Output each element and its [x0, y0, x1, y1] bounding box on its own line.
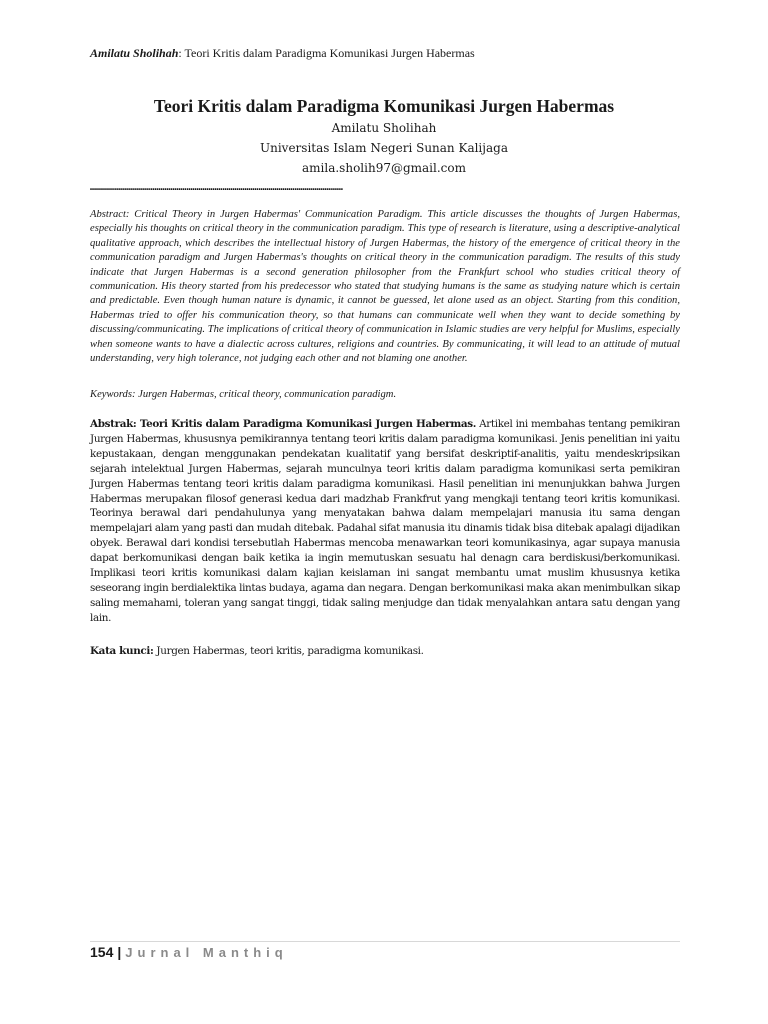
running-header — [90, 46, 690, 60]
header-title: : Teori Kritis dalam Paradigma Komunikasi Jurgen Habermas — [178, 46, 475, 60]
article-author: Amilatu Sholihah — [331, 121, 437, 135]
abstract-indonesian-lead: Abstrak: Teori Kritis dalam Paradigma Komunikasi Jurgen Habermas. — [90, 418, 477, 430]
header-author: Amilatu Sholihah — [90, 46, 179, 60]
keywords-indonesian-body: Jurgen Habermas, teori kritis, paradigma komunikasi. — [153, 645, 424, 657]
article-title: Teori Kritis dalam Paradigma Komunikasi Jurgen Habermas — [153, 96, 615, 116]
page-number: 154 — [90, 944, 114, 960]
article-email: amila.sholih97@gmail.com — [302, 161, 466, 175]
page-footer — [90, 942, 680, 963]
article-affiliation: Universitas Islam Negeri Sunan Kalijaga — [260, 141, 508, 155]
dotted-divider: ……………………………………………………………………………………………………………… — [90, 182, 343, 193]
keywords-english: Keywords: Jurgen Habermas, critical theory, communication paradigm. — [90, 389, 397, 400]
abstract-english: Abstract: Critical Theory in Jurgen Habermas' Communication Paradigm. This article discusses the thoughts of Jurgen Habermas, especially his thoughts on critical theory in the communication paradigm. This type of research is literature, using a descriptive-analytical qualitative approach, which describes the intellectual history of Jurgen Habermas, the history of the emergence of critical theory in the communication paradigm and Jurgen Habermas's thoughts on critical theory in the communication paradigm. The results of this study indicate that Jurgen Habermas is a second generation philosopher from the Frankfurt school who studies critical theory of communication. His theory started from his predecessor who stated that studying humans is the same as studying nature which is certain and predictable. Even though human nature is dynamic, it cannot be guessed, let alone used as an object. Starting from this condition, Habermas tried to offer his communication theory, so that humans can communicate well when they want to decide something by discussing/communicating. The implications of critical theory of communication in Islamic studies are very helpful for Muslims, especially when someone wants to have a dialectic across cultures, religions and countries. By communicating, it will lead to an attitude of mutual understanding, very high tolerance, not judging each other and not blaming one another. — [90, 209, 680, 365]
abstract-indonesian-body: Artikel ini membahas tentang pemikiran Jurgen Habermas, khususnya pemikirannya tentang teori kritis dalam paradigma komunikasi. Jenis penelitian ini yaitu kepustakaan, dengan menggunakan pendekatan kualitatif yang bersifat deskriptif-analitis, yaitu mendeskripsikan sejarah intelektual Jurgen Habermas, sejarah munculnya teori kritis dalam paradigma komunikasi serta pemikiran Jurgen Habermas tentang teori kritis dalam paradigma komunikasi. Hasil penelitian ini menunjukkan bahwa Jurgen Habermas merupakan filosof generasi kedua dari madzhab Frankfrut yang mengkaji tentang teori kritis komunikasi. Teorinya berawal dari pendahulunya yang menyatakan bahwa dalam mempelajari manusia itu sama dengan mempelajari alam yang pasti dan mudah ditebak. Padahal sifat manusia itu dinamis tidak bisa ditebak apalagi dijadikan obyek. Berawal dari kondisi tersebutlah Habermas mencoba menawarkan teori komunikasinya, agar supaya manusia dapat berkomunikasi dengan baik ketika ia ingin memutuskan sesuatu hal denagn cara berdiskusi/berkomunikasi. Implikasi teori kritis komunikasi dalam kajian keislaman ini sangat membantu umat muslim khususnya ketika seseorang ingin berdialektika lintas budaya, agama dan negara. Dengan berkomunikasi maka akan menimbulkan sikap saling memahami, toleran yang sangat tinggi, tidak saling menjudge dan tidak menyalahkan antara satu dengan yang lain. — [90, 418, 681, 624]
abstract-indonesian — [90, 417, 680, 626]
journal-name: Jurnal Manthiq — [125, 945, 288, 960]
keywords-indonesian — [90, 644, 680, 658]
article-title-block — [90, 95, 678, 178]
keywords-indonesian-lead: Kata kunci: — [90, 645, 154, 657]
footer-separator: | — [117, 944, 122, 960]
